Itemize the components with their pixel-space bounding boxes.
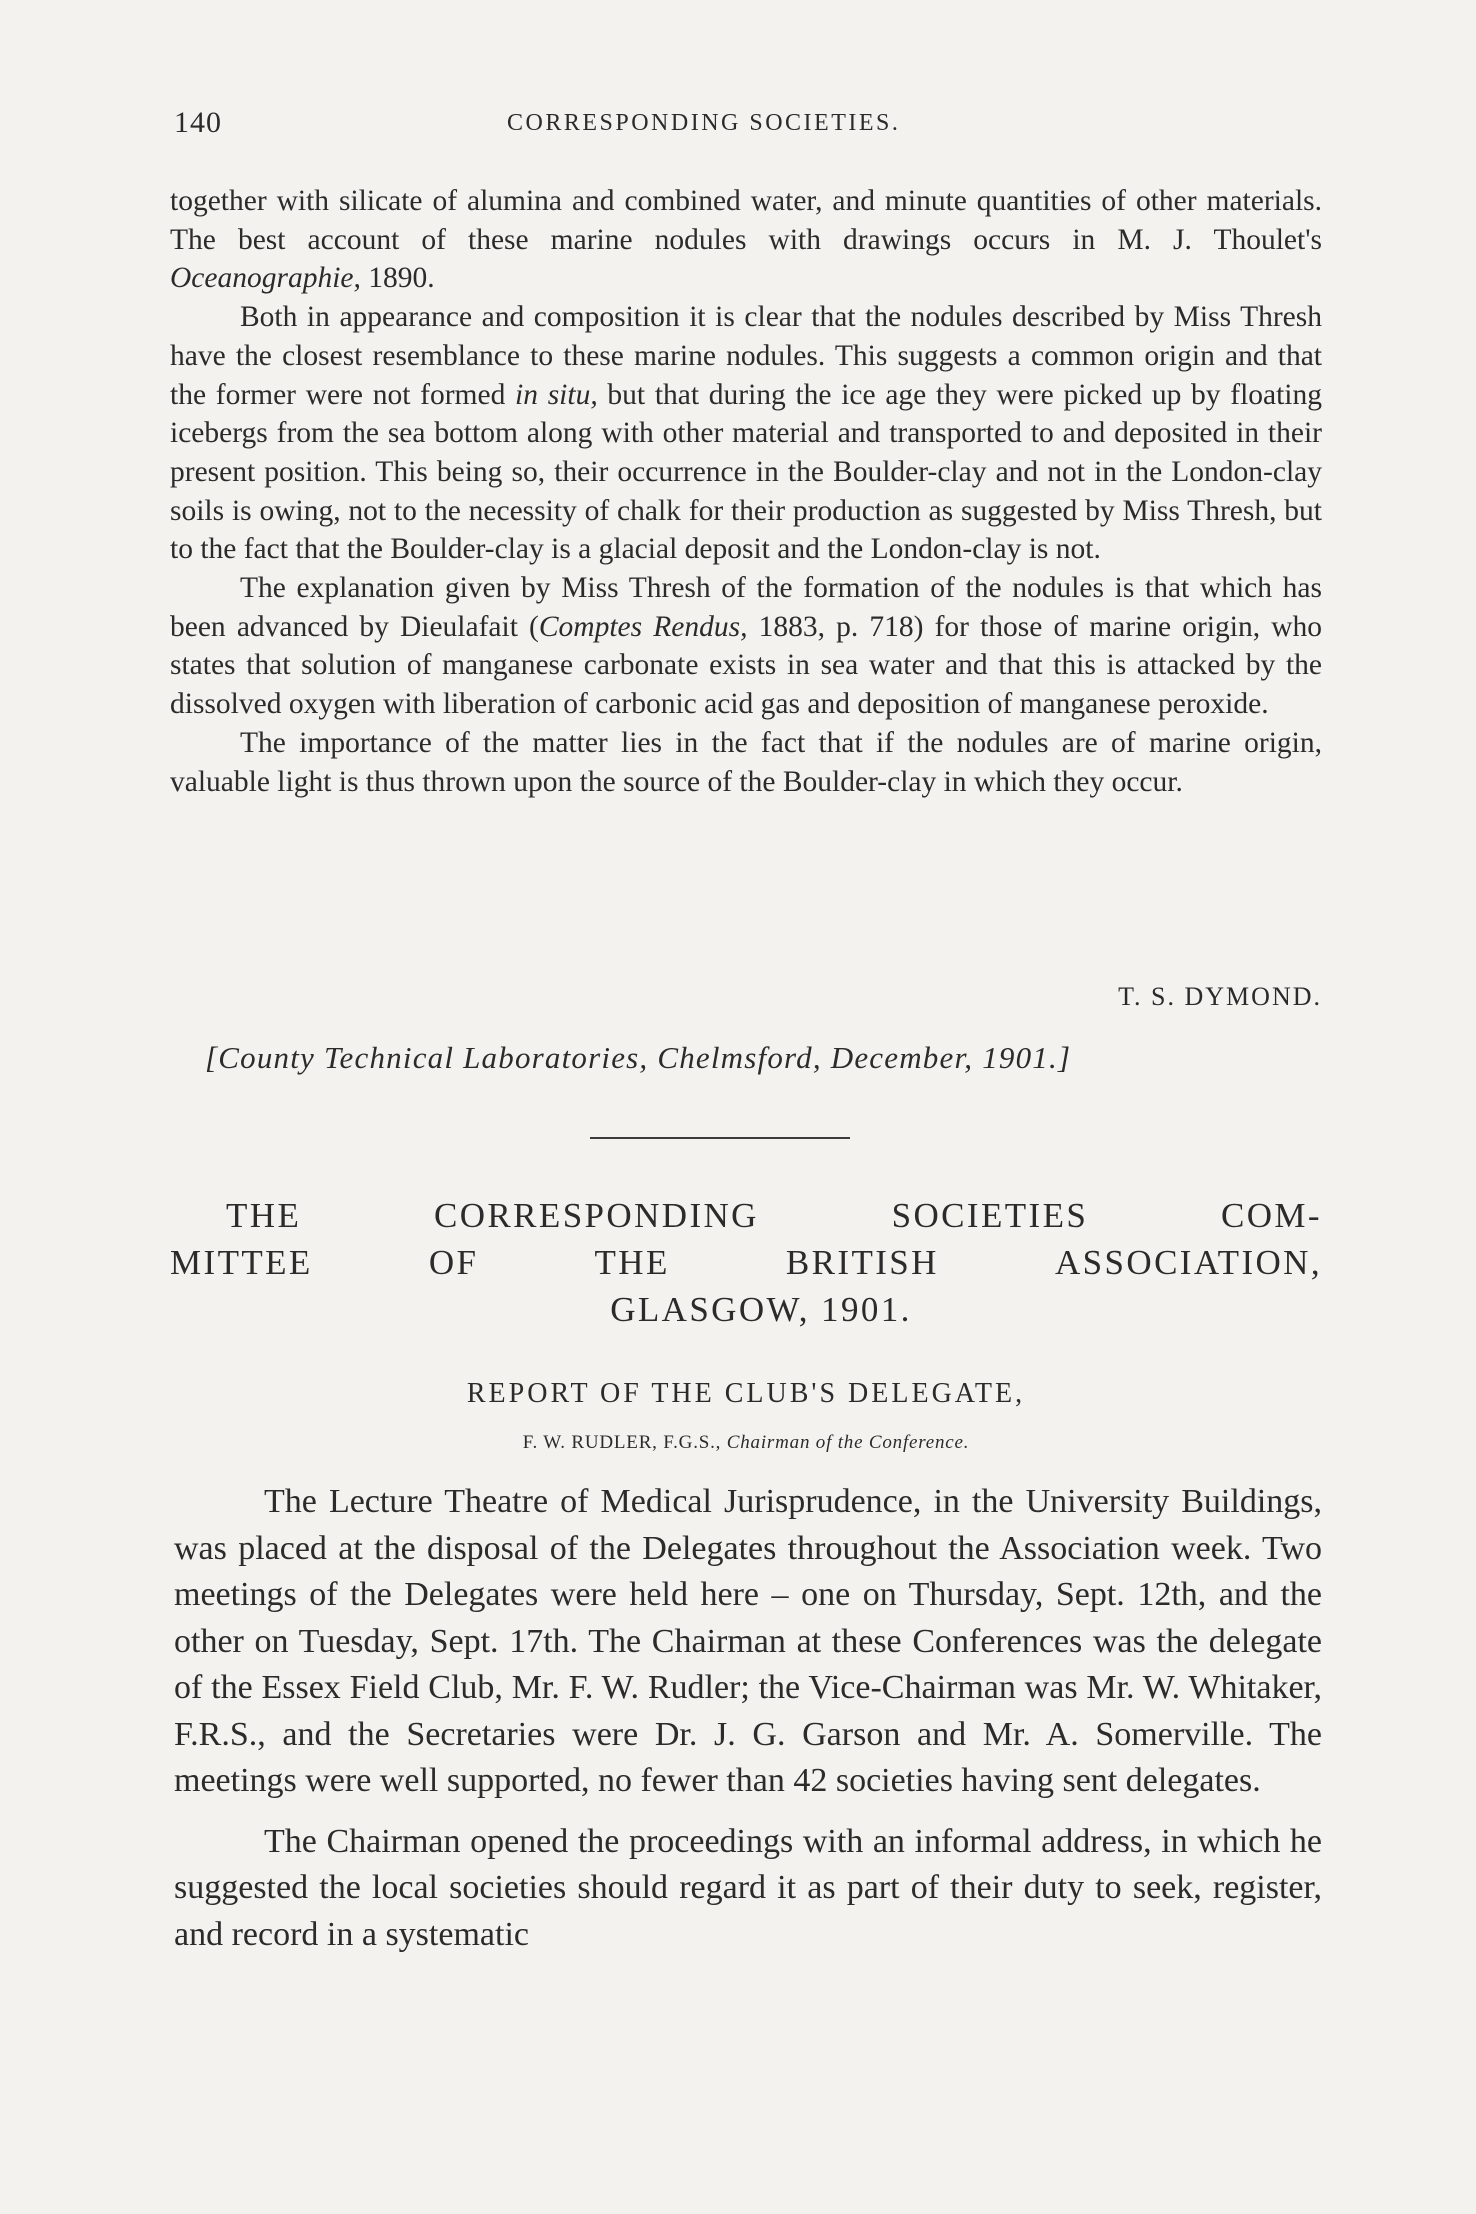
title-line-1: THE CORRESPONDING SOCIETIES COM- [226, 1196, 1322, 1235]
running-head: CORRESPONDING SOCIETIES. [507, 110, 901, 136]
article-paragraph-2: Both in appearance and composition it is clear that the nodules described by Miss Thresh have the closest resemblance to these marine nodules. This suggests a common origin and that the former were not formed in situ, but that during the ice age they were picked up by floating icebergs from the sea bottom along with other material and transported to and deposited in their present position. This being so, their occurrence in the Boulder-clay and not in the London-clay soils is owing, not to the necessity of chalk for their production as suggested by Miss Thresh, but to the fact that the Boulder-clay is a glacial deposit and the London-clay is not. [170, 301, 1322, 566]
page-number: 140 [174, 106, 222, 139]
report-body [174, 1479, 1322, 1958]
title-line-3: GLASGOW, 1901. [610, 1290, 912, 1329]
author-signature: T. S. DYMOND. [1118, 982, 1322, 1011]
article-paragraph-4: The importance of the matter lies in the fact that if the nodules are of marine origin, valuable light is thus thrown upon the source of the Boulder-clay in which they occur. [170, 726, 1322, 798]
page-header [172, 106, 1322, 146]
italic-citation: Oceanographie, [170, 262, 361, 295]
article-paragraph-3: The explanation given by Miss Thresh of the formation of the nodules is that which has been advanced by Dieulafait (Comptes Rendus, 1883, p. 718) for those of marine origin, who states that solution of manganese carbonate exists in sea water and that this is attacked by the dissolved oxygen with liberation of carbonic acid gas and deposition of manganese peroxide. [170, 572, 1323, 721]
report-paragraph-2: The Chairman opened the proceedings with an informal address, in which he suggested the local societies should regard it as part of their duty to seek, register, and record in a systematic [174, 1822, 1322, 1953]
article-body [170, 182, 1322, 801]
italic-term: in situ, [515, 378, 598, 411]
byline-role: Chairman of the Conference. [726, 1432, 970, 1453]
author-affiliation: [County Technical Laboratories, Chelmsford, December, 1901.] [205, 1040, 1072, 1075]
article-paragraph-1: together with silicate of alumina and combined water, and minute quantities of other materials. The best account of these marine nodules with drawings occurs in M. J. Thoulet's Oceanographie, 1890. [170, 185, 1322, 295]
report-paragraph-1: The Lecture Theatre of Medical Jurisprudence, in the University Buildings, was placed at the disposal of the Delegates throughout the Association week. Two meetings of the Delegates were held here – one on Thursday, Sept. 12th, and the other on Tuesday, Sept. 17th. The Chairman at these Conferences was the delegate of the Essex Field Club, Mr. F. W. Rudler; the Vice-Chairman was Mr. W. Whitaker, F.R.S., and the Secretaries were Dr. J. G. Garson and Mr. A. Somerville. The meetings were well supported, no fewer than 42 societies having sent delegates. [174, 1483, 1322, 1799]
report-title [170, 1192, 1322, 1333]
italic-citation: Comptes Rendus, [538, 610, 748, 643]
report-byline [170, 1432, 1322, 1454]
title-line-2: MITTEE OF THE BRITISH ASSOCIATION, [170, 1243, 1322, 1282]
section-divider [590, 1137, 850, 1139]
byline-name: F. W. RUDLER, F.G.S., [522, 1432, 722, 1453]
report-subtitle: REPORT OF THE CLUB'S DELEGATE, [466, 1378, 1026, 1409]
